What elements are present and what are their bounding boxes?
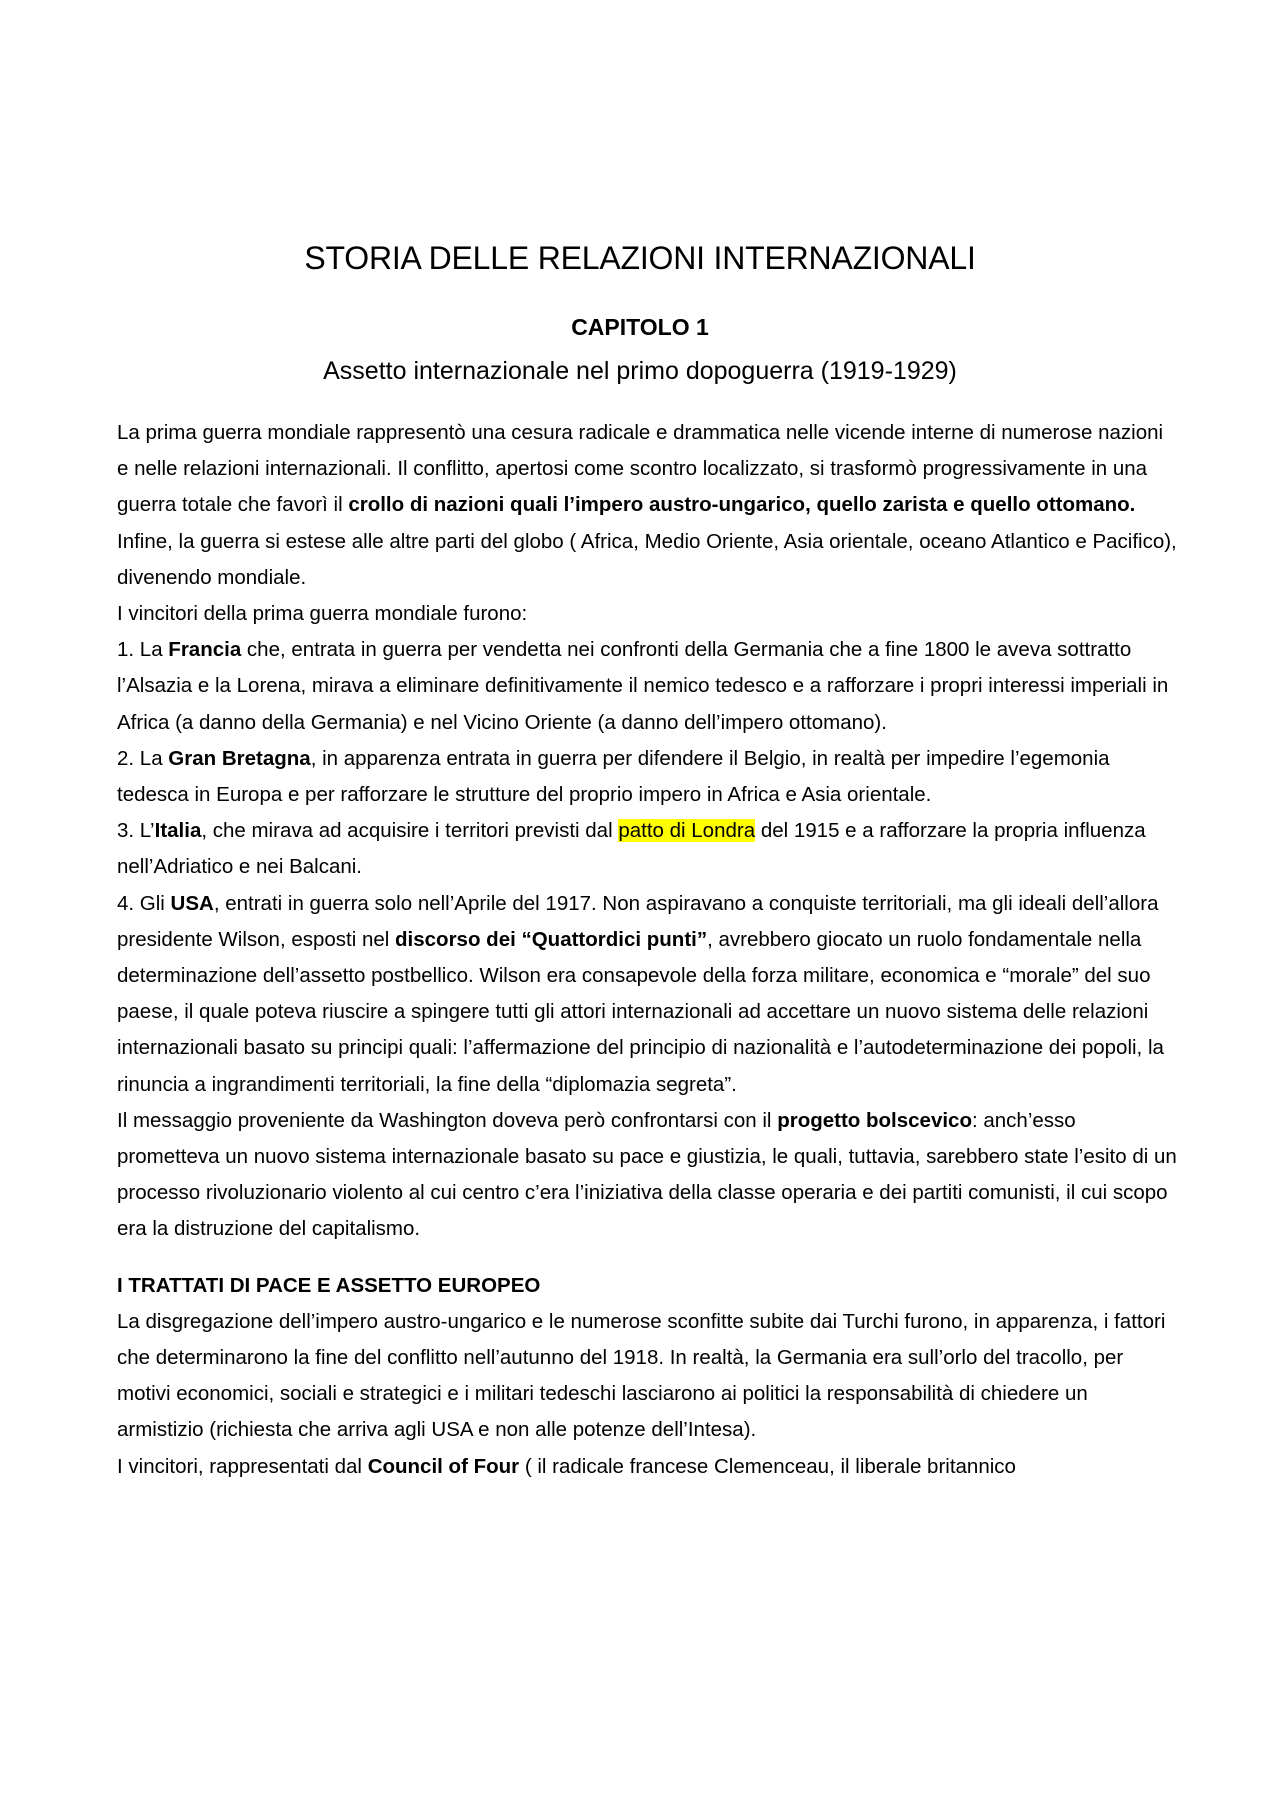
list-item-text: , entrati in guerra solo nell’Aprile del 1917. Non aspiravano a conquiste territoriali, ma gli ideali dell’allora presidente Wilson, esposti nel <box>117 891 1159 951</box>
intro-bold-text: crollo di nazioni quali l’impero austro-ungarico, quello zarista e quello ottomano. <box>348 493 1136 517</box>
list-item-text-end: del 1915 e a rafforzare la propria influenza nell’Adriatico e nei Balcani. <box>117 819 1146 879</box>
list-item-italy <box>117 813 1177 885</box>
list-item-prefix: 2. La <box>117 746 169 770</box>
paragraph-text: I vincitori, rappresentati dal <box>117 1454 368 1478</box>
chapter-heading: CAPITOLO 1 <box>571 314 709 340</box>
highlighted-text: patto di Londra <box>618 819 756 843</box>
list-item-prefix: 3. L’ <box>117 819 155 843</box>
document-title: STORIA DELLE RELAZIONI INTERNAZIONALI <box>304 240 976 276</box>
list-item-bold: USA <box>170 891 214 915</box>
list-item-france <box>117 632 1177 741</box>
intro-text: La prima guerra mondiale rappresentò una cesura radicale e drammatica nelle vicende interne di numerose nazioni e nelle relazioni internazionali. Il conflitto, apertosi come scontro localizzato, si trasformò progressivamente in una guerra totale che favorì il <box>117 421 1164 517</box>
paragraph-bold: progetto bolscevico <box>777 1108 972 1132</box>
peace-treaties-paragraph: La disgregazione dell’impero austro-ungarico e le numerose sconfitte subite dai Turchi furono, in apparenza, i fattori che determinarono la fine del conflitto nell’autunno del 1918. In realtà, la Germania era sull’orlo del tracollo, per motivi economici, sociali e strategici e i militari tedeschi lasciarono ai politici la responsabilità di chiedere un armistizio (richiesta che arriva agli USA e non alle potenze dell’Intesa). <box>117 1309 1166 1442</box>
bolshevik-paragraph <box>117 1103 1177 1248</box>
list-item-bold: Gran Bretagna <box>168 746 311 770</box>
intro-paragraph <box>117 415 1177 596</box>
paragraph-bold: Council of Four <box>367 1454 520 1478</box>
list-item-bold-phrase: discorso dei “Quattordici punti” <box>395 927 708 951</box>
list-item-prefix: 4. Gli <box>117 891 171 915</box>
list-item-text: , che mirava ad acquisire i territori previsti dal <box>201 819 619 843</box>
document-body <box>117 415 1177 1485</box>
section-spacer <box>117 1248 1177 1268</box>
list-item-text: , in apparenza entrata in guerra per difendere il Belgio, in realtà per impedire l’egemonia tedesca in Europa e per rafforzare le strutture del proprio impero in Africa e Asia orientale. <box>117 746 1110 807</box>
winners-intro: I vincitori della prima guerra mondiale furono: <box>117 602 528 626</box>
list-item-bold: Francia <box>168 638 242 662</box>
list-item-prefix: 1. La <box>117 638 169 662</box>
paragraph-text: Il messaggio proveniente da Washington doveva però confrontarsi con il <box>117 1108 778 1132</box>
list-item-bold: Italia <box>154 819 202 843</box>
chapter-subtitle: Assetto internazionale nel primo dopoguerra (1919-1929) <box>323 357 957 385</box>
list-item-text-end: , avrebbero giocato un ruolo fondamentale nella determinazione dell’assetto postbellico. Wilson era consapevole della forza militare, economica e “morale” del suo paese, il quale poteva riuscire a spingere tutti gli attori internazionali ad accettare un nuovo sistema delle relazioni internazionali basato su principi quali: l’affermazione del principio di nazionalità e l’autodeterminazione dei popoli, la rinuncia a ingrandimenti territoriali, la fine della “diplomazia segreta”. <box>117 927 1164 1096</box>
paragraph-text-end: ( il radicale francese Clemenceau, il liberale britannico <box>519 1454 1016 1478</box>
list-item-great-britain <box>117 741 1177 813</box>
section-heading-text: I TRATTATI DI PACE E ASSETTO EUROPEO <box>117 1273 541 1297</box>
intro-text-end: Infine, la guerra si estese alle altre parti del globo ( Africa, Medio Oriente, Asia orientale, oceano Atlantico e Pacifico), divenendo mondiale. <box>117 529 1177 589</box>
list-item-usa <box>117 886 1177 1103</box>
list-item-text: che, entrata in guerra per vendetta nei confronti della Germania che a fine 1800 le aveva sottratto l’Alsazia e la Lorena, mirava a eliminare definitivamente il nemico tedesco e a rafforzare i propri interessi imperiali in Africa (a danno della Germania) e nel Vicino Oriente (a danno dell’impero ottomano). <box>117 638 1169 734</box>
paragraph-text-end: : anch’esso prometteva un nuovo sistema internazionale basato su pace e giustizia, le quali, tuttavia, sarebbero state l’esito di un processo rivoluzionario violento al cui centro c’era l’iniziativa della classe operaria e dei partiti comunisti, il cui scopo era la distruzione del capitalismo. <box>117 1108 1177 1241</box>
council-paragraph <box>117 1449 1177 1485</box>
section-heading <box>117 1268 1177 1304</box>
